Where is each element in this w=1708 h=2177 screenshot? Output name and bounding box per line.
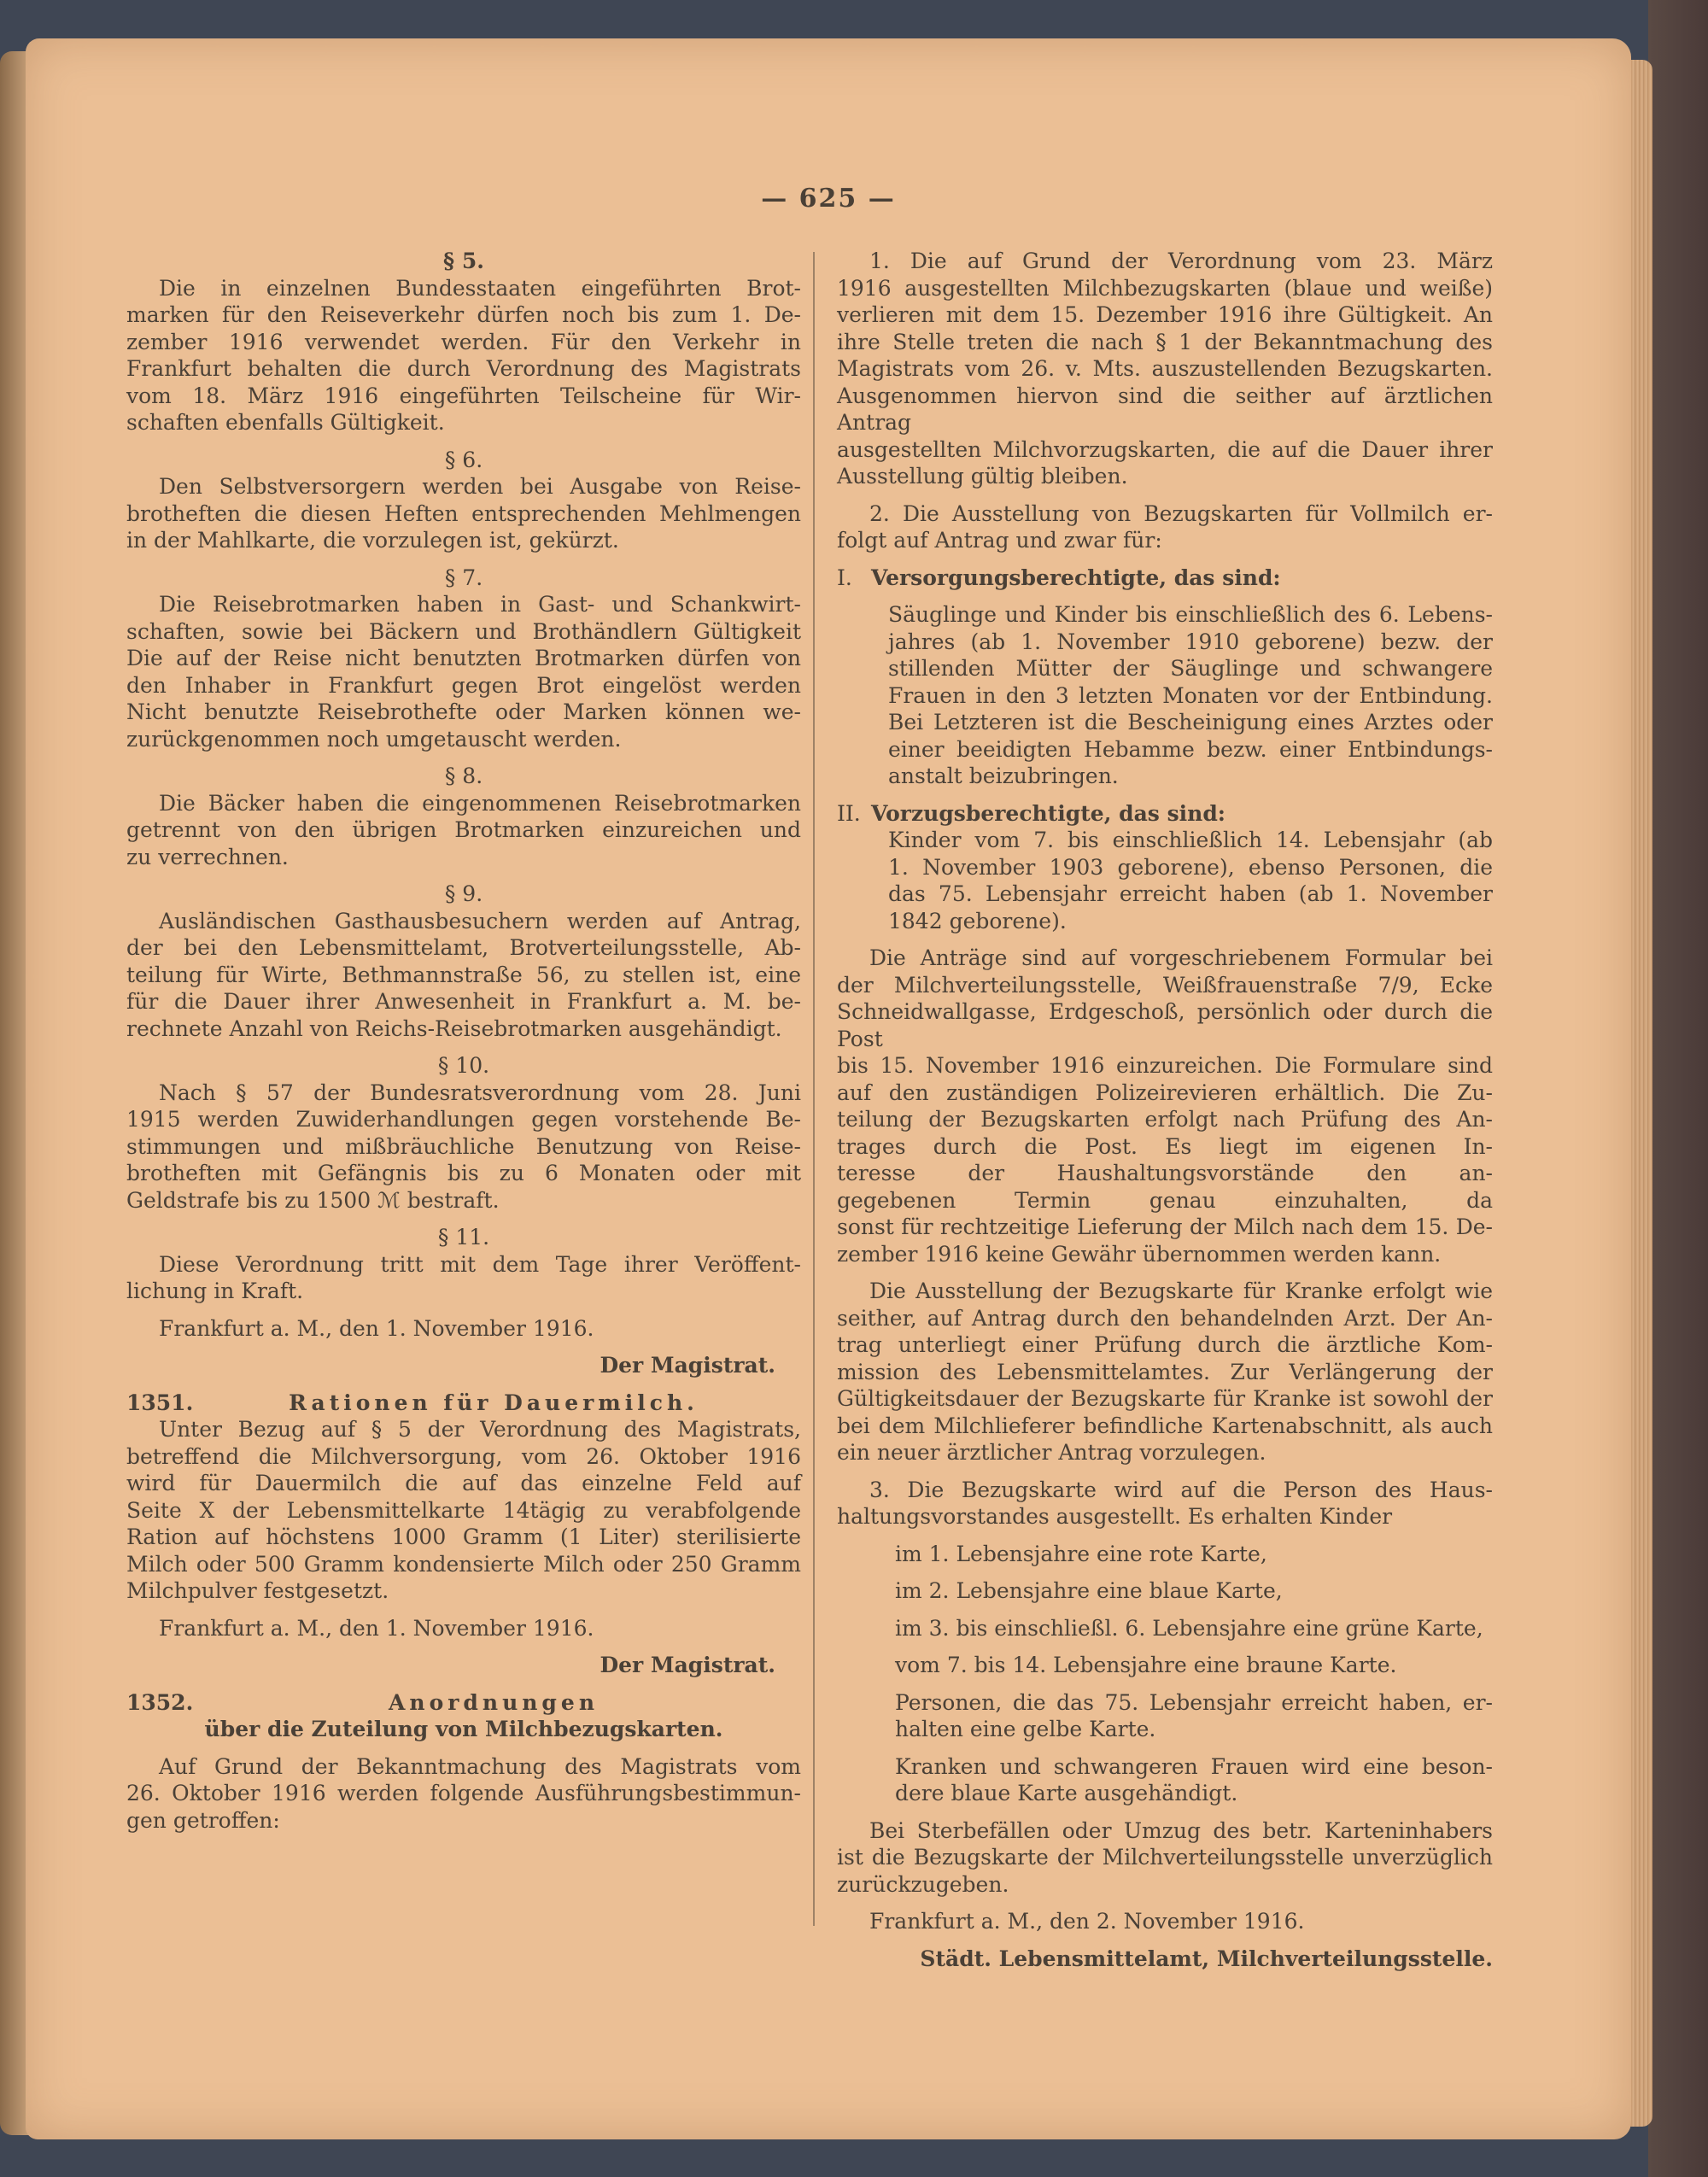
text-line: Gültigkeitsdauer der Bezugskarte für Kranke ist sowohl der: [837, 1386, 1493, 1411]
text-line: gen getroffen:: [126, 1807, 280, 1833]
date-line: Frankfurt a. M., den 1. November 1916.: [159, 1615, 594, 1641]
text-line: Milchpulver festgesetzt.: [126, 1578, 389, 1603]
text-line: Den Selbstversorgern werden bei Ausgabe von Reise-: [159, 474, 801, 499]
right-column: [837, 248, 1493, 1972]
paragraph-6: [837, 1817, 1493, 1899]
text-line: Ration auf höchstens 1000 Gramm (1 Liter) sterilisierte: [126, 1524, 801, 1549]
text-line: wird für Dauermilch die auf das einzelne Feld auf: [126, 1471, 801, 1495]
text-line: Nicht benutzte Reisebrothefte oder Marken können we-: [126, 699, 801, 724]
section-8: [126, 763, 801, 870]
text-line: teresse der Haushaltungsvorstände den an-: [837, 1161, 1493, 1185]
date-line: Frankfurt a. M., den 2. November 1916.: [869, 1909, 1305, 1934]
text-line: getrennt von den übrigen Brotmarken einzureichen und: [126, 817, 801, 842]
group-versorgungsberechtigte: [837, 565, 1493, 790]
text-line: ausgestellten Milchvorzugskarten, die auf die Dauer ihrer: [837, 436, 1493, 462]
group-vorzugsberechtigte: [837, 800, 1493, 935]
text-line: Schneidwallgasse, Erdgeschoß, persönlich oder durch die Post: [837, 999, 1493, 1051]
notice-number: 1352.: [126, 1689, 194, 1715]
text-line: sonst für rechtzeitige Lieferung der Milch nach dem 15. De-: [837, 1214, 1493, 1239]
section-11: [126, 1224, 801, 1305]
text-line: dere blaue Karte ausgehändigt.: [895, 1781, 1238, 1805]
text-line: brotheften die diesen Heften entsprechenden Mehlmengen: [126, 500, 801, 526]
text-line: Personen, die das 75. Lebensjahr erreicht haben, er-: [895, 1689, 1493, 1715]
text-line: Die in einzelnen Bundesstaaten eingeführten Brot-: [159, 275, 801, 301]
paragraph-5: [837, 1477, 1493, 1530]
signature: Der Magistrat.: [600, 1353, 775, 1378]
left-column: [126, 248, 801, 1834]
notice-number: 1351.: [126, 1390, 194, 1415]
text-line: für die Dauer ihrer Anwesenheit in Frankfurt a. M. be-: [126, 989, 801, 1014]
text-line: schaften ebenfalls Gültigkeit.: [126, 410, 445, 435]
text-line: Magistrats vom 26. v. Mts. auszustellenden Bezugskarten.: [837, 356, 1493, 381]
text-line: Bei Letzteren ist die Bescheinigung eines Arztes oder: [888, 710, 1493, 734]
text-line: Frauen in den 3 letzten Monaten vor der Entbindung.: [888, 682, 1493, 708]
section-heading: § 9.: [444, 881, 483, 906]
text-line: anstalt beizubringen.: [888, 764, 1119, 788]
text-line: Ausstellung gültig bleiben.: [837, 464, 1128, 489]
text-line: Diese Verordnung tritt mit dem Tage ihrer Veröffent-: [159, 1251, 801, 1277]
text-line: Geldstrafe bis zu 1500 ℳ bestraft.: [126, 1187, 500, 1213]
text-line: bei dem Milchlieferer befindliche Kartenabschnitt, als auch: [837, 1413, 1493, 1438]
text-line: vom 18. März 1916 eingeführten Teilscheine für Wir-: [126, 383, 801, 408]
date-line: Frankfurt a. M., den 1. November 1916.: [159, 1315, 594, 1341]
signature: Der Magistrat.: [600, 1653, 775, 1677]
text-line: brotheften mit Gefängnis bis zu 6 Monaten oder mit: [126, 1161, 801, 1185]
section-heading: § 5.: [443, 249, 484, 273]
text-line: Auf Grund der Bekanntmachung des Magistrats vom: [159, 1753, 801, 1779]
text-line: rechnete Anzahl von Reichs-Reisebrotmarken ausgehändigt.: [126, 1015, 782, 1041]
text-line: Die Bäcker haben die eingenommenen Reisebrotmarken: [159, 790, 801, 816]
paragraph-1: [837, 248, 1493, 490]
section-heading: § 6.: [444, 447, 483, 472]
text-line: jahres (ab 1. November 1910 geborene) bezw. der: [888, 629, 1493, 654]
text-line: auf den zuständigen Polizeirevieren erhältlich. Die Zu-: [837, 1080, 1493, 1105]
section-6: [126, 447, 801, 554]
section-10: [126, 1052, 801, 1214]
paragraph-2: [837, 500, 1493, 554]
list-item: im 2. Lebensjahre eine blaue Karte,: [895, 1578, 1283, 1603]
text-line: 1915 werden Zuwiderhandlungen gegen vorstehende Be-: [126, 1107, 801, 1132]
group-title: Versorgungsberechtigte, das sind:: [871, 565, 1281, 590]
text-line: 1842 geborene).: [888, 908, 1067, 933]
text-line: Kinder vom 7. bis einschließlich 14. Lebensjahr (ab: [888, 828, 1493, 852]
text-line: stillenden Mütter der Säuglinge und schwangere: [888, 656, 1493, 681]
text-line: Milch oder 500 Gramm kondensierte Milch oder 250 Gramm: [126, 1551, 801, 1577]
section-heading: § 7.: [444, 565, 483, 590]
text-line: der Milchverteilungsstelle, Weißfrauenstraße 7/9, Ecke: [837, 972, 1493, 998]
text-line: Ausgenommen hiervon sind die seither auf ärztlichen Antrag: [837, 383, 1493, 435]
text-line: Kranken und schwangeren Frauen wird eine beson-: [895, 1753, 1493, 1779]
text-line: Die Reisebrotmarken haben in Gast- und Schankwirt-: [159, 592, 801, 617]
text-line: in der Mahlkarte, die vorzulegen ist, gekürzt.: [126, 528, 619, 553]
section-9: [126, 881, 801, 1042]
text-line: lichung in Kraft.: [126, 1279, 304, 1303]
group-title: Vorzugsberechtigte, das sind:: [871, 800, 1226, 826]
text-line: zurückgenommen noch umgetauscht werden.: [126, 726, 622, 752]
text-line: folgt auf Antrag und zwar für:: [837, 528, 1162, 553]
text-line: ihre Stelle treten die nach § 1 der Bekanntmachung des: [837, 329, 1493, 354]
text-line: gegebenen Termin genau einzuhalten, da: [837, 1187, 1493, 1213]
text-line: der bei den Lebensmittelamt, Brotverteilungsstelle, Ab-: [126, 935, 801, 960]
book-page: [26, 38, 1631, 2139]
text-line: 1. Die auf Grund der Verordnung vom 23. März: [869, 249, 1493, 273]
text-line: haltungsvorstandes ausgestellt. Es erhalten Kinder: [837, 1504, 1393, 1529]
notice-1351: [126, 1390, 801, 1679]
text-line: Die auf der Reise nicht benutzten Brotmarken dürfen von: [126, 646, 801, 670]
text-line: Bei Sterbefällen oder Umzug des betr. Karteninhabers: [869, 1817, 1493, 1843]
signature: Städt. Lebensmittelamt, Milchverteilungsstelle.: [920, 1946, 1493, 1971]
text-line: Die Ausstellung der Bezugskarte für Kranke erfolgt wie: [869, 1279, 1493, 1303]
text-line: seither, auf Antrag durch den behandelnden Arzt. Der An-: [837, 1305, 1493, 1331]
text-line: Seite X der Lebensmittelkarte 14tägig zu verabfolgende: [126, 1497, 801, 1523]
text-line: trag unterliegt einer Prüfung durch die ärztliche Kom-: [837, 1332, 1493, 1357]
text-line: mission des Lebensmittelamtes. Zur Verlängerung der: [837, 1359, 1493, 1384]
text-line: Nach § 57 der Bundesratsverordnung vom 28. Juni: [159, 1080, 801, 1105]
text-line: Ausländischen Gasthausbesuchern werden auf Antrag,: [159, 908, 801, 933]
text-line: das 75. Lebensjahr erreicht haben (ab 1. November: [888, 881, 1493, 906]
card-color-list: [837, 1541, 1493, 1679]
notice-title: Anordnungen: [389, 1689, 599, 1715]
notice-title: Rationen für Dauermilch.: [289, 1390, 699, 1415]
text-line: schaften, sowie bei Bäckern und Brothändlern Gültigkeit: [126, 618, 801, 644]
column-divider: [813, 252, 815, 1926]
roman-numeral: II.: [837, 800, 861, 826]
text-line: 2. Die Ausstellung von Bezugskarten für Vollmilch er-: [869, 500, 1493, 526]
text-line: 1916 ausgestellten Milchbezugskarten (blaue und weiße): [837, 275, 1493, 301]
text-line: verlieren mit dem 15. Dezember 1916 ihre Gültigkeit. An: [837, 302, 1493, 327]
text-line: zu verrechnen.: [126, 844, 289, 869]
text-line: den Inhaber in Frankfurt gegen Brot eingelöst werden: [126, 672, 801, 698]
text-line: halten eine gelbe Karte.: [895, 1717, 1156, 1741]
text-line: Frankfurt behalten die durch Verordnung des Magistrats: [126, 356, 801, 381]
text-line: stimmungen und mißbräuchliche Benutzung von Reise-: [126, 1133, 801, 1159]
roman-numeral: I.: [837, 565, 852, 590]
text-line: einer beeidigten Hebamme bezw. einer Entbindungs-: [888, 736, 1493, 762]
text-line: ist die Bezugskarte der Milchverteilungsstelle unverzüglich: [837, 1845, 1493, 1870]
text-line: 26. Oktober 1916 werden folgende Ausführungsbestimmun-: [126, 1781, 801, 1805]
text-line: Säuglinge und Kinder bis einschließlich des 6. Lebens-: [888, 602, 1493, 627]
text-line: Die Anträge sind auf vorgeschriebenem Formular bei: [869, 945, 1493, 970]
text-line: zember 1916 verwendet werden. Für den Verkehr in: [126, 329, 801, 354]
text-line: ein neuer ärztlicher Antrag vorzulegen.: [837, 1440, 1266, 1465]
text-line: bis 15. November 1916 einzureichen. Die Formulare sind: [837, 1053, 1493, 1078]
section-5: [126, 248, 801, 436]
text-line: zurückzugeben.: [837, 1871, 1009, 1897]
list-item: vom 7. bis 14. Lebensjahre eine braune Karte.: [895, 1653, 1397, 1677]
text-line: teilung der Bezugskarten erfolgt nach Prüfung des An-: [837, 1107, 1493, 1132]
list-item: im 3. bis einschließl. 6. Lebensjahre eine grüne Karte,: [895, 1615, 1483, 1641]
section-heading: § 8.: [444, 764, 483, 788]
text-line: 3. Die Bezugskarte wird auf die Person des Haus-: [869, 1477, 1493, 1502]
text-line: betreffend die Milchversorgung, vom 26. Oktober 1916: [126, 1443, 801, 1469]
section-heading: § 11.: [437, 1225, 490, 1249]
section-7: [126, 565, 801, 753]
text-line: zember 1916 keine Gewähr übernommen werden kann.: [837, 1241, 1442, 1267]
notice-subtitle: über die Zuteilung von Milchbezugskarten.: [204, 1717, 723, 1741]
notice-1352: [126, 1689, 801, 1835]
text-line: teilung für Wirte, Bethmannstraße 56, zu stellen ist, eine: [126, 962, 801, 987]
text-line: trages durch die Post. Es liegt im eigenen In-: [837, 1133, 1493, 1159]
book-cover-edge: [1648, 0, 1708, 2177]
elderly-note: [837, 1689, 1493, 1743]
page-number: — 625 —: [761, 184, 896, 214]
text-line: Unter Bezug auf § 5 der Verordnung des Magistrats,: [159, 1417, 801, 1442]
text-line: 1. November 1903 geborene), ebenso Personen, die: [888, 854, 1493, 880]
paragraph-3: [837, 945, 1493, 1267]
sick-note: [837, 1753, 1493, 1807]
text-line: marken für den Reiseverkehr dürfen noch bis zum 1. De-: [126, 302, 801, 327]
section-heading: § 10.: [437, 1053, 490, 1078]
paragraph-4: [837, 1278, 1493, 1466]
list-item: im 1. Lebensjahre eine rote Karte,: [895, 1541, 1267, 1566]
